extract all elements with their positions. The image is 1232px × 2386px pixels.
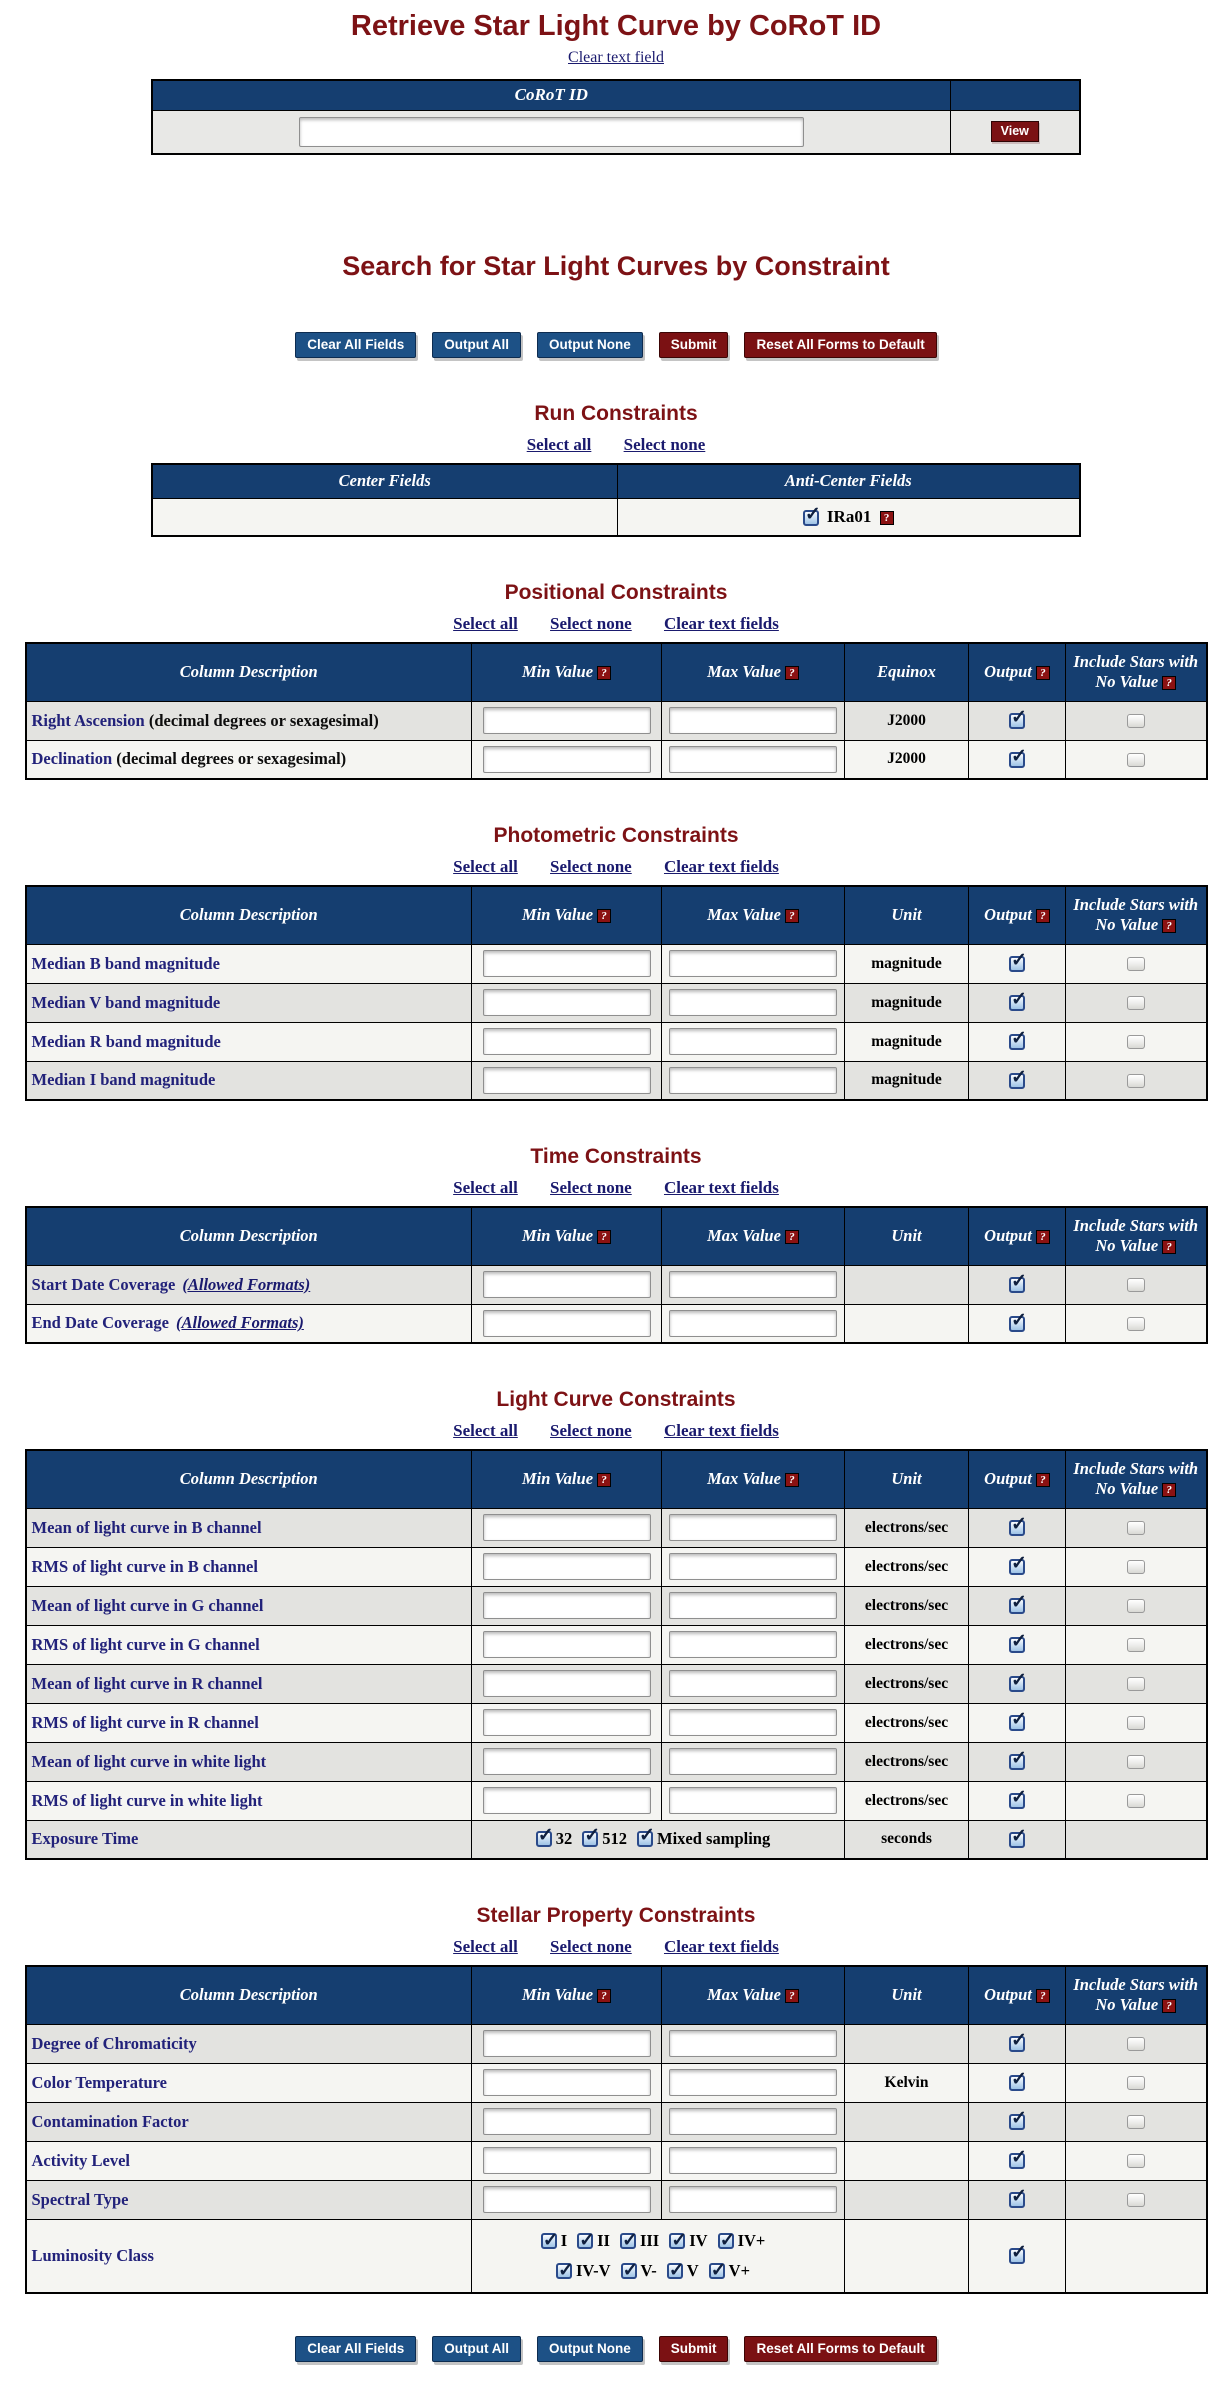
row-label-link[interactable]: RMS of light curve in G channel bbox=[31, 1634, 260, 1654]
max-value-input[interactable] bbox=[669, 1310, 837, 1337]
include-stars-checkbox[interactable] bbox=[1127, 2154, 1145, 2168]
exposure-512-label: 512 bbox=[602, 1829, 627, 1849]
min-value-input[interactable] bbox=[483, 1787, 651, 1814]
luminosity-I-label: I bbox=[560, 2230, 568, 2250]
max-value-help-icon[interactable]: ? bbox=[785, 1473, 799, 1487]
include-stars-checkbox[interactable] bbox=[1127, 1716, 1145, 1730]
table-row bbox=[26, 1061, 1207, 1100]
include-stars-checkbox[interactable] bbox=[1127, 1278, 1145, 1292]
luminosity-I-checkbox[interactable] bbox=[541, 2233, 557, 2249]
luminosity-IV-V-label: IV-V bbox=[576, 2261, 611, 2281]
include-help-icon[interactable]: ? bbox=[1162, 919, 1176, 933]
max-value-input[interactable] bbox=[669, 2108, 837, 2135]
max-value-help-icon[interactable]: ? bbox=[785, 1230, 799, 1244]
row-label-link[interactable]: Right Ascension bbox=[31, 710, 145, 730]
output-checkbox[interactable] bbox=[1009, 956, 1025, 972]
include-stars-checkbox[interactable] bbox=[1127, 2115, 1145, 2129]
include-stars-header: Include Stars with No Value ? bbox=[1066, 1207, 1207, 1265]
output-checkbox[interactable] bbox=[1009, 1793, 1025, 1809]
min-value-input[interactable] bbox=[483, 1028, 651, 1055]
include-stars-checkbox[interactable] bbox=[1127, 2076, 1145, 2090]
luminosity-options-cell bbox=[472, 2219, 845, 2293]
exposure-options-cell bbox=[472, 1820, 845, 1859]
include-stars-header: Include Stars with No Value ? bbox=[1066, 1450, 1207, 1508]
min-value-help-icon[interactable]: ? bbox=[597, 1230, 611, 1244]
max-value-input[interactable] bbox=[669, 1670, 837, 1697]
stellar-title: Stellar Property Constraints bbox=[476, 1904, 756, 1927]
exposure-mixed-label: Mixed sampling bbox=[657, 1829, 771, 1849]
include-stars-checkbox[interactable] bbox=[1127, 1755, 1145, 1769]
include-stars-checkbox[interactable] bbox=[1127, 996, 1145, 1010]
row-label-link[interactable]: Mean of light curve in B channel bbox=[31, 1517, 262, 1537]
min-value-input[interactable] bbox=[483, 950, 651, 977]
luminosity-V-checkbox[interactable] bbox=[667, 2263, 683, 2279]
include-stars-checkbox[interactable] bbox=[1127, 1599, 1145, 1613]
max-value-input[interactable] bbox=[669, 1748, 837, 1775]
lightcurve-title: Light Curve Constraints bbox=[496, 1388, 736, 1411]
row-label-link[interactable]: Median R band magnitude bbox=[31, 1031, 221, 1051]
table-row bbox=[26, 1304, 1207, 1343]
output-none-button[interactable]: Output None bbox=[537, 2336, 643, 2362]
unit-value: magnitude bbox=[845, 1061, 969, 1100]
include-help-icon[interactable]: ? bbox=[1162, 676, 1176, 690]
clear-all-fields-button[interactable]: Clear All Fields bbox=[295, 332, 416, 358]
luminosity-IVplus-label: IV+ bbox=[737, 2230, 766, 2250]
max-value-input[interactable] bbox=[669, 1553, 837, 1580]
max-value-input[interactable] bbox=[669, 2069, 837, 2096]
row-label-link[interactable]: Median I band magnitude bbox=[31, 1070, 216, 1090]
min-value-input[interactable] bbox=[483, 2030, 651, 2057]
exposure-time-row bbox=[26, 1820, 1207, 1859]
output-checkbox[interactable] bbox=[1009, 1637, 1025, 1653]
min-value-input[interactable] bbox=[483, 1067, 651, 1094]
clear-all-fields-button[interactable]: Clear All Fields bbox=[295, 2336, 416, 2362]
positional-select-all-link[interactable]: Select all bbox=[453, 614, 518, 633]
reset-forms-button[interactable]: Reset All Forms to Default bbox=[744, 332, 936, 358]
positional-clear-link[interactable]: Clear text fields bbox=[663, 614, 779, 633]
output-checkbox[interactable] bbox=[1009, 995, 1025, 1011]
corot-id-table bbox=[151, 79, 1081, 155]
row-label-link[interactable]: End Date Coverage bbox=[31, 1313, 169, 1333]
output-header: Output ? bbox=[969, 1966, 1066, 2024]
table-row bbox=[26, 1547, 1207, 1586]
row-label-link[interactable]: Mean of light curve in G channel bbox=[31, 1595, 264, 1615]
row-label-link[interactable]: Degree of Chromaticity bbox=[31, 2033, 197, 2053]
table-row bbox=[26, 2102, 1207, 2141]
unit-header: Unit bbox=[845, 886, 969, 944]
stellar-clear-link[interactable]: Clear text fields bbox=[663, 1937, 779, 1956]
max-value-input[interactable] bbox=[669, 1067, 837, 1094]
min-value-help-icon[interactable]: ? bbox=[597, 909, 611, 923]
output-checkbox[interactable] bbox=[1009, 1520, 1025, 1536]
include-stars-checkbox[interactable] bbox=[1127, 1560, 1145, 1574]
unit-value: magnitude bbox=[845, 1022, 969, 1061]
table-row bbox=[26, 1586, 1207, 1625]
min-value-input[interactable] bbox=[483, 1310, 651, 1337]
min-value-input[interactable] bbox=[483, 2108, 651, 2135]
clear-text-field-link[interactable]: Clear text field bbox=[568, 49, 664, 66]
table-row bbox=[26, 2141, 1207, 2180]
luminosity-class-row bbox=[26, 2219, 1207, 2293]
include-stars-checkbox[interactable] bbox=[1127, 2037, 1145, 2051]
output-checkbox[interactable] bbox=[1009, 1559, 1025, 1575]
col-description-header: Column Description bbox=[26, 1207, 472, 1265]
output-help-icon[interactable]: ? bbox=[1036, 1473, 1050, 1487]
min-value-help-icon[interactable]: ? bbox=[597, 666, 611, 680]
include-empty-cell bbox=[1066, 1820, 1207, 1859]
equinox-value: J2000 bbox=[845, 740, 969, 779]
include-stars-checkbox[interactable] bbox=[1127, 1521, 1145, 1535]
table-row bbox=[26, 2024, 1207, 2063]
anti-center-fields-header: Anti-Center Fields bbox=[617, 464, 1080, 498]
max-value-header: Max Value ? bbox=[662, 886, 845, 944]
output-checkbox[interactable] bbox=[1009, 1598, 1025, 1614]
max-value-header: Max Value ? bbox=[662, 1207, 845, 1265]
max-value-help-icon[interactable]: ? bbox=[785, 1989, 799, 2003]
max-value-input[interactable] bbox=[669, 2186, 837, 2213]
unit-value: electrons/sec bbox=[845, 1781, 969, 1820]
row-label-link[interactable]: Declination bbox=[31, 749, 113, 769]
include-stars-checkbox[interactable] bbox=[1127, 957, 1145, 971]
unit-value: seconds bbox=[845, 1820, 969, 1859]
luminosity-V-label: V bbox=[686, 2261, 699, 2281]
max-value-input[interactable] bbox=[669, 1631, 837, 1658]
ira01-checkbox[interactable] bbox=[803, 510, 819, 526]
max-value-input[interactable] bbox=[669, 1592, 837, 1619]
luminosity-Vplus-label: V+ bbox=[728, 2261, 750, 2281]
corot-id-input[interactable] bbox=[299, 117, 804, 147]
col-description-header: Column Description bbox=[26, 643, 472, 701]
max-value-help-icon[interactable]: ? bbox=[785, 666, 799, 680]
include-stars-checkbox[interactable] bbox=[1127, 1638, 1145, 1652]
output-help-icon[interactable]: ? bbox=[1036, 909, 1050, 923]
include-help-icon[interactable]: ? bbox=[1162, 1483, 1176, 1497]
center-fields-header: Center Fields bbox=[152, 464, 617, 498]
include-stars-checkbox[interactable] bbox=[1127, 714, 1145, 728]
unit-value bbox=[845, 2219, 969, 2293]
row-label-link[interactable]: Luminosity Class bbox=[31, 2245, 154, 2265]
luminosity-Vminus-checkbox[interactable] bbox=[621, 2263, 637, 2279]
min-value-input[interactable] bbox=[483, 1670, 651, 1697]
row-label-link[interactable]: RMS of light curve in white light bbox=[31, 1790, 263, 1810]
unit-value: electrons/sec bbox=[845, 1625, 969, 1664]
unit-value bbox=[845, 1304, 969, 1343]
include-help-icon[interactable]: ? bbox=[1162, 1999, 1176, 2013]
corot-id-input-cell bbox=[152, 110, 950, 154]
include-stars-header: Include Stars with No Value ? bbox=[1066, 643, 1207, 701]
unit-value: electrons/sec bbox=[845, 1508, 969, 1547]
table-row bbox=[26, 1703, 1207, 1742]
row-label-link[interactable]: Mean of light curve in R channel bbox=[31, 1673, 263, 1693]
submit-button[interactable]: Submit bbox=[659, 332, 729, 358]
include-stars-checkbox[interactable] bbox=[1127, 1317, 1145, 1331]
equinox-value: J2000 bbox=[845, 701, 969, 740]
photometric-clear-link[interactable]: Clear text fields bbox=[663, 857, 779, 876]
output-checkbox[interactable] bbox=[1009, 1832, 1025, 1848]
table-row bbox=[26, 1664, 1207, 1703]
row-label-link[interactable]: Spectral Type bbox=[31, 2189, 129, 2209]
output-all-button[interactable]: Output All bbox=[432, 2336, 521, 2362]
table-row bbox=[26, 944, 1207, 983]
run-select-all-link[interactable]: Select all bbox=[526, 435, 592, 454]
row-label-link[interactable]: Exposure Time bbox=[31, 1829, 139, 1849]
table-row bbox=[26, 983, 1207, 1022]
lightcurve-clear-link[interactable]: Clear text fields bbox=[663, 1421, 779, 1440]
exposure-512-checkbox[interactable] bbox=[582, 1831, 598, 1847]
include-stars-checkbox[interactable] bbox=[1127, 1794, 1145, 1808]
min-value-header: Min Value ? bbox=[472, 886, 662, 944]
anti-center-fields-cell bbox=[617, 498, 1080, 536]
lightcurve-select-all-link[interactable]: Select all bbox=[453, 1421, 518, 1440]
output-checkbox[interactable] bbox=[1009, 1754, 1025, 1770]
output-help-icon[interactable]: ? bbox=[1036, 666, 1050, 680]
max-value-header: Max Value ? bbox=[662, 643, 845, 701]
table-row bbox=[26, 1508, 1207, 1547]
run-constraints-title: Run Constraints bbox=[534, 402, 698, 425]
max-value-input[interactable] bbox=[669, 989, 837, 1016]
corot-button-header bbox=[950, 80, 1080, 110]
table-row bbox=[26, 2063, 1207, 2102]
include-empty-cell bbox=[1066, 2219, 1207, 2293]
unit-header: Unit bbox=[845, 1966, 969, 2024]
search-title: Search for Star Light Curves by Constraint bbox=[342, 251, 890, 281]
positional-table bbox=[25, 642, 1208, 780]
photometric-select-all-link[interactable]: Select all bbox=[453, 857, 518, 876]
luminosity-III-checkbox[interactable] bbox=[620, 2233, 636, 2249]
min-value-input[interactable] bbox=[483, 2069, 651, 2096]
row-label-link[interactable]: RMS of light curve in R channel bbox=[31, 1712, 259, 1732]
equinox-header: Equinox bbox=[845, 643, 969, 701]
corot-id-header: CoRoT ID bbox=[152, 80, 950, 110]
include-stars-checkbox[interactable] bbox=[1127, 1035, 1145, 1049]
min-value-input[interactable] bbox=[483, 1271, 651, 1298]
min-value-input[interactable] bbox=[483, 707, 651, 734]
unit-value: electrons/sec bbox=[845, 1547, 969, 1586]
row-label-link[interactable]: Start Date Coverage bbox=[31, 1274, 176, 1294]
table-row bbox=[26, 1742, 1207, 1781]
submit-button[interactable]: Submit bbox=[659, 2336, 729, 2362]
min-value-input[interactable] bbox=[483, 1592, 651, 1619]
max-value-input[interactable] bbox=[669, 2030, 837, 2057]
output-checkbox[interactable] bbox=[1009, 1073, 1025, 1089]
min-value-input[interactable] bbox=[483, 1631, 651, 1658]
max-value-input[interactable] bbox=[669, 1787, 837, 1814]
unit-value: Kelvin bbox=[845, 2063, 969, 2102]
run-constraints-table bbox=[151, 463, 1081, 537]
luminosity-II-label: II bbox=[597, 2230, 610, 2250]
output-none-button[interactable]: Output None bbox=[537, 332, 643, 358]
unit-value bbox=[845, 2180, 969, 2219]
table-row bbox=[26, 1265, 1207, 1304]
output-header: Output ? bbox=[969, 886, 1066, 944]
min-value-input[interactable] bbox=[483, 746, 651, 773]
time-select-all-link[interactable]: Select all bbox=[453, 1178, 518, 1197]
time-title: Time Constraints bbox=[530, 1145, 702, 1168]
unit-value: magnitude bbox=[845, 983, 969, 1022]
photometric-table bbox=[25, 885, 1208, 1101]
include-stars-checkbox[interactable] bbox=[1127, 2193, 1145, 2207]
output-all-button[interactable]: Output All bbox=[432, 332, 521, 358]
exposure-mixed-checkbox[interactable] bbox=[637, 1831, 653, 1847]
max-value-header: Max Value ? bbox=[662, 1450, 845, 1508]
table-row bbox=[26, 2180, 1207, 2219]
col-description-header: Column Description bbox=[26, 886, 472, 944]
output-help-icon[interactable]: ? bbox=[1036, 1989, 1050, 2003]
min-value-input[interactable] bbox=[483, 1709, 651, 1736]
col-description-header: Column Description bbox=[26, 1450, 472, 1508]
ira01-help-icon[interactable]: ? bbox=[880, 511, 894, 525]
run-select-none-link[interactable]: Select none bbox=[623, 435, 706, 454]
max-value-input[interactable] bbox=[669, 1271, 837, 1298]
unit-value bbox=[845, 1265, 969, 1304]
time-select-none-link[interactable]: Select none bbox=[550, 1178, 632, 1197]
min-value-header: Min Value ? bbox=[472, 1966, 662, 2024]
col-description-header: Column Description bbox=[26, 1966, 472, 2024]
row-label-link[interactable]: Contamination Factor bbox=[31, 2111, 189, 2131]
min-value-input[interactable] bbox=[483, 989, 651, 1016]
stellar-select-none-link[interactable]: Select none bbox=[550, 1937, 632, 1956]
max-value-input[interactable] bbox=[669, 746, 837, 773]
lightcurve-table bbox=[25, 1449, 1208, 1860]
output-checkbox[interactable] bbox=[1009, 2153, 1025, 2169]
max-value-input[interactable] bbox=[669, 950, 837, 977]
output-checkbox[interactable] bbox=[1009, 1715, 1025, 1731]
retrieve-title: Retrieve Star Light Curve by CoRoT ID bbox=[350, 10, 882, 42]
output-checkbox[interactable] bbox=[1009, 2248, 1025, 2264]
row-label-link[interactable]: Color Temperature bbox=[31, 2072, 168, 2092]
min-value-help-icon[interactable]: ? bbox=[597, 1989, 611, 2003]
max-value-input[interactable] bbox=[669, 707, 837, 734]
reset-forms-button[interactable]: Reset All Forms to Default bbox=[744, 2336, 936, 2362]
stellar-select-all-link[interactable]: Select all bbox=[453, 1937, 518, 1956]
unit-value bbox=[845, 2024, 969, 2063]
allowed-formats-link[interactable]: (Allowed Formats) bbox=[182, 1274, 311, 1294]
stellar-table bbox=[25, 1965, 1208, 2294]
max-value-input[interactable] bbox=[669, 1514, 837, 1541]
min-value-header: Min Value ? bbox=[472, 1207, 662, 1265]
row-label-link[interactable]: Mean of light curve in white light bbox=[31, 1751, 267, 1771]
output-header: Output ? bbox=[969, 1207, 1066, 1265]
max-value-input[interactable] bbox=[669, 2147, 837, 2174]
table-row: Declination (decimal degrees or sexagesimal) J2000 ✓ bbox=[26, 740, 1207, 779]
unit-header: Unit bbox=[845, 1207, 969, 1265]
max-value-help-icon[interactable]: ? bbox=[785, 909, 799, 923]
min-value-help-icon[interactable]: ? bbox=[597, 1473, 611, 1487]
exposure-32-checkbox[interactable] bbox=[536, 1831, 552, 1847]
luminosity-III-label: III bbox=[639, 2230, 660, 2250]
corot-view-cell bbox=[950, 110, 1080, 154]
max-value-input[interactable] bbox=[669, 1028, 837, 1055]
min-value-input[interactable] bbox=[483, 1514, 651, 1541]
photometric-title: Photometric Constraints bbox=[493, 824, 739, 847]
include-stars-header: Include Stars with No Value ? bbox=[1066, 1966, 1207, 2024]
table-row bbox=[26, 1781, 1207, 1820]
include-stars-checkbox[interactable] bbox=[1127, 753, 1145, 767]
output-checkbox[interactable] bbox=[1009, 1316, 1025, 1332]
positional-select-none-link[interactable]: Select none bbox=[550, 614, 632, 633]
center-fields-cell bbox=[152, 498, 617, 536]
include-stars-header: Include Stars with No Value ? bbox=[1066, 886, 1207, 944]
bottom-button-row bbox=[0, 2336, 1232, 2362]
row-label-link[interactable]: Activity Level bbox=[31, 2150, 131, 2170]
luminosity-Vplus-checkbox[interactable] bbox=[709, 2263, 725, 2279]
min-value-header: Min Value ? bbox=[472, 1450, 662, 1508]
luminosity-IV-checkbox[interactable] bbox=[669, 2233, 685, 2249]
output-checkbox[interactable] bbox=[1009, 713, 1025, 729]
min-value-input[interactable] bbox=[483, 1553, 651, 1580]
row-label-link[interactable]: Median V band magnitude bbox=[31, 992, 221, 1012]
unit-value: electrons/sec bbox=[845, 1586, 969, 1625]
unit-value: magnitude bbox=[845, 944, 969, 983]
table-row: Right Ascension (decimal degrees or sexagesimal) J2000 ✓ bbox=[26, 701, 1207, 740]
output-checkbox[interactable] bbox=[1009, 1034, 1025, 1050]
view-button[interactable]: View bbox=[991, 121, 1039, 142]
time-table bbox=[25, 1206, 1208, 1344]
unit-header: Unit bbox=[845, 1450, 969, 1508]
output-checkbox[interactable] bbox=[1009, 1676, 1025, 1692]
min-value-input[interactable] bbox=[483, 2147, 651, 2174]
output-checkbox[interactable] bbox=[1009, 1277, 1025, 1293]
unit-value: electrons/sec bbox=[845, 1664, 969, 1703]
min-value-header: Min Value ? bbox=[472, 643, 662, 701]
positional-title: Positional Constraints bbox=[504, 581, 728, 604]
unit-value: electrons/sec bbox=[845, 1703, 969, 1742]
min-value-input[interactable] bbox=[483, 1748, 651, 1775]
output-help-icon[interactable]: ? bbox=[1036, 1230, 1050, 1244]
include-stars-checkbox[interactable] bbox=[1127, 1677, 1145, 1691]
table-row bbox=[26, 1022, 1207, 1061]
unit-value bbox=[845, 2141, 969, 2180]
output-checkbox[interactable] bbox=[1009, 2114, 1025, 2130]
photometric-select-none-link[interactable]: Select none bbox=[550, 857, 632, 876]
row-label-link[interactable]: Median B band magnitude bbox=[31, 953, 220, 973]
unit-value: electrons/sec bbox=[845, 1742, 969, 1781]
output-checkbox[interactable] bbox=[1009, 2036, 1025, 2052]
min-value-input[interactable] bbox=[483, 2186, 651, 2213]
luminosity-IV-V-checkbox[interactable] bbox=[556, 2263, 572, 2279]
exposure-32-label: 32 bbox=[555, 1829, 573, 1849]
output-checkbox[interactable] bbox=[1009, 2192, 1025, 2208]
luminosity-II-checkbox[interactable] bbox=[577, 2233, 593, 2249]
include-stars-checkbox[interactable] bbox=[1127, 1074, 1145, 1088]
output-checkbox[interactable] bbox=[1009, 752, 1025, 768]
allowed-formats-link[interactable]: (Allowed Formats) bbox=[175, 1313, 304, 1333]
unit-value bbox=[845, 2102, 969, 2141]
luminosity-IVplus-checkbox[interactable] bbox=[718, 2233, 734, 2249]
max-value-header: Max Value ? bbox=[662, 1966, 845, 2024]
table-row bbox=[26, 1625, 1207, 1664]
output-header: Output ? bbox=[969, 643, 1066, 701]
output-header: Output ? bbox=[969, 1450, 1066, 1508]
ira01-label: IRa01 bbox=[826, 506, 872, 526]
luminosity-Vminus-label: V- bbox=[640, 2261, 657, 2281]
max-value-input[interactable] bbox=[669, 1709, 837, 1736]
include-help-icon[interactable]: ? bbox=[1162, 1240, 1176, 1254]
row-label-link[interactable]: RMS of light curve in B channel bbox=[31, 1556, 258, 1576]
top-button-row bbox=[0, 332, 1232, 358]
output-checkbox[interactable] bbox=[1009, 2075, 1025, 2091]
lightcurve-select-none-link[interactable]: Select none bbox=[550, 1421, 632, 1440]
luminosity-IV-label: IV bbox=[689, 2230, 708, 2250]
time-clear-link[interactable]: Clear text fields bbox=[663, 1178, 779, 1197]
